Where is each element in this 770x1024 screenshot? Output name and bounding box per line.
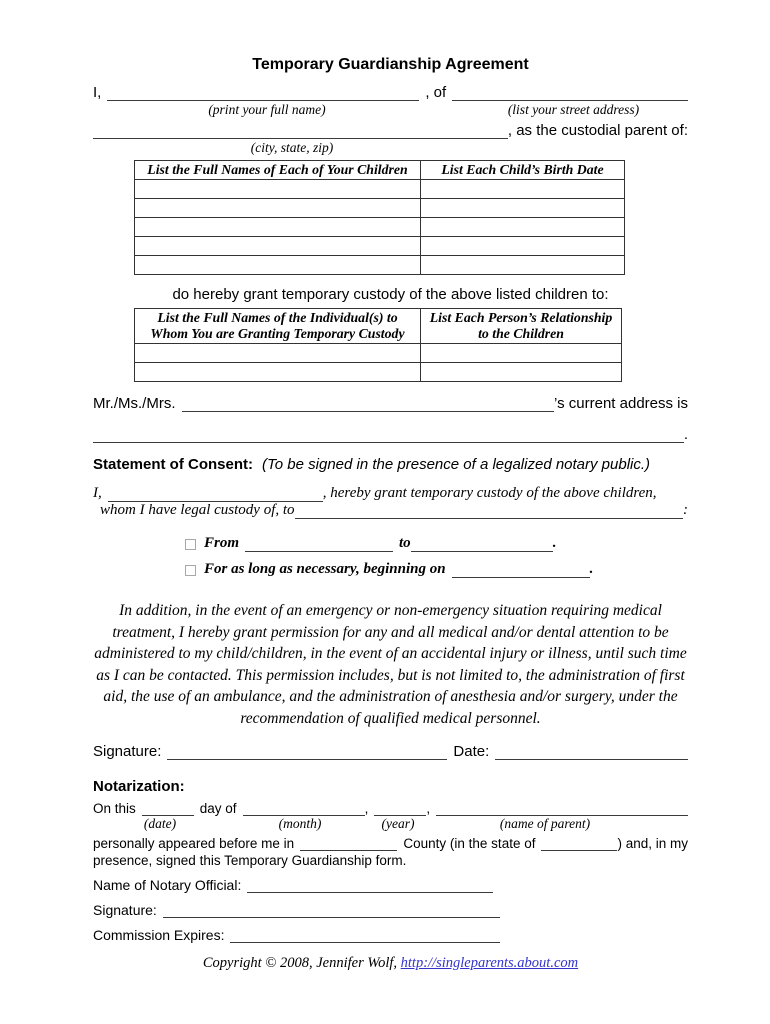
- from-period: .: [552, 535, 557, 551]
- day-of-label: day of: [199, 801, 237, 816]
- consent-heading: Statement of Consent:: [93, 456, 254, 473]
- intro-of-label: , of: [425, 84, 447, 101]
- date-hint: (date): [143, 816, 177, 831]
- intro-line-1: [93, 84, 688, 101]
- table-cell[interactable]: [421, 344, 622, 363]
- notary-comma-1: ,: [364, 801, 369, 816]
- open-period: .: [589, 561, 594, 577]
- consent-i-label: I,: [93, 485, 102, 501]
- children-birthdate-header: List Each Child’s Birth Date: [421, 161, 625, 180]
- address-period: .: [683, 426, 688, 443]
- full-name-hint: (print your full name): [208, 102, 326, 117]
- notary-name-blank[interactable]: [247, 878, 493, 893]
- page-title: Temporary Guardianship Agreement: [252, 56, 529, 73]
- table-row: [135, 180, 625, 199]
- date-label: Date:: [453, 743, 490, 760]
- footer-line: [93, 955, 688, 972]
- guardian-names-header: List the Full Names of the Individual(s) to Whom You are Granting Temporary Custody: [135, 309, 421, 344]
- table-row: [135, 344, 622, 363]
- table-cell[interactable]: [421, 256, 625, 275]
- table-cell[interactable]: [135, 180, 421, 199]
- custodial-parent-label: , as the custodial parent of:: [507, 122, 688, 139]
- notary-month-blank[interactable]: [243, 801, 365, 816]
- from-to-checkbox[interactable]: [185, 539, 196, 550]
- table-cell[interactable]: [421, 218, 625, 237]
- signature-date-blank[interactable]: [495, 745, 688, 760]
- consent-note: (To be signed in the presence of a legalized notary public.): [262, 456, 651, 473]
- table-row: [135, 363, 622, 382]
- table-row: [135, 218, 625, 237]
- notary-signature-label: Signature:: [93, 902, 157, 918]
- as-long-as-necessary-checkbox[interactable]: [185, 565, 196, 576]
- notary-date-line: [93, 801, 688, 816]
- consent-heading-line: [93, 456, 688, 473]
- as-long-as-necessary-label: For as long as necessary, beginning on: [204, 561, 446, 577]
- consent-colon: :: [683, 502, 688, 518]
- notary-name-label: Name of Notary Official:: [93, 877, 242, 893]
- table-cell[interactable]: [421, 363, 622, 382]
- state-blank[interactable]: [541, 836, 617, 851]
- signature-date-line: [93, 743, 688, 760]
- table-cell[interactable]: [135, 344, 421, 363]
- consent-custody-text: whom I have legal custody of, to: [100, 502, 295, 518]
- table-cell[interactable]: [135, 237, 421, 256]
- street-address-hint: (list your street address): [507, 102, 640, 117]
- month-hint: (month): [278, 816, 322, 831]
- from-date-blank[interactable]: [245, 537, 393, 552]
- copyright-text: Copyright © 2008, Jennifer Wolf,: [202, 955, 398, 971]
- guardians-table: [134, 308, 622, 382]
- honorific-label: Mr./Ms./Mrs.: [93, 395, 176, 412]
- and-in-my-text: ) and, in my: [617, 836, 688, 851]
- medical-permission-paragraph: In addition, in the event of an emergency or non-emergency situation requiring medical treatment, I hereby grant permission for any and all medical and/or dental attention to be administered to my child/children, in the event of an accidental injury or illness, until such time as I can be contacted. This permission includes, but is not limited to, the administration of first aid, the use of an ambulance, and the administration of anesthesia and/or surgery, under the recommendation of qualified medical personnel.: [94, 602, 687, 727]
- consent-guardian-name-blank[interactable]: [295, 504, 683, 519]
- table-cell[interactable]: [135, 199, 421, 218]
- intro-hints-1: [93, 102, 688, 118]
- duration-from-option: [185, 535, 688, 552]
- guardian-name-blank[interactable]: [182, 397, 555, 412]
- guardian-address-line: [93, 395, 688, 412]
- notary-day-blank[interactable]: [142, 801, 194, 816]
- table-row: [135, 256, 625, 275]
- guardians-table-header-row: [135, 309, 622, 344]
- consent-line-2: [100, 502, 688, 519]
- notary-parent-name-blank[interactable]: [436, 801, 688, 816]
- table-row: [135, 199, 625, 218]
- duration-open-option: [185, 561, 688, 578]
- consent-line-1: [93, 485, 688, 502]
- year-hint: (year): [381, 816, 415, 831]
- table-cell[interactable]: [421, 180, 625, 199]
- county-text: County (in the state of: [403, 836, 536, 851]
- parent-signature-blank[interactable]: [167, 745, 447, 760]
- table-cell[interactable]: [135, 218, 421, 237]
- guardian-address-blank[interactable]: [93, 428, 684, 443]
- city-state-zip-blank[interactable]: [93, 124, 508, 139]
- children-table-header-row: [135, 161, 625, 180]
- intro-i-label: I,: [93, 84, 102, 101]
- consent-grant-text: , hereby grant temporary custody of the above children,: [322, 485, 657, 501]
- guardian-address-blank-line: [93, 426, 688, 443]
- intro-hints-2: [93, 140, 688, 156]
- appeared-before-text: personally appeared before me in: [93, 836, 295, 851]
- consent-parent-name-blank[interactable]: [108, 487, 323, 502]
- commission-line: [93, 927, 500, 943]
- beginning-date-blank[interactable]: [452, 563, 590, 578]
- table-cell[interactable]: [135, 363, 421, 382]
- table-cell[interactable]: [421, 237, 625, 256]
- notary-date-hints: [93, 816, 688, 832]
- appeared-line: [93, 836, 688, 851]
- notary-signature-blank[interactable]: [163, 903, 500, 918]
- county-blank[interactable]: [300, 836, 397, 851]
- table-cell[interactable]: [421, 199, 625, 218]
- on-this-label: On this: [93, 801, 136, 816]
- to-label: to: [399, 535, 411, 551]
- commission-blank[interactable]: [230, 928, 500, 943]
- children-table: [134, 160, 625, 275]
- notarization-heading: Notarization:: [93, 778, 185, 795]
- to-date-blank[interactable]: [411, 537, 553, 552]
- notary-name-line: [93, 877, 493, 893]
- signature-label: Signature:: [93, 743, 162, 760]
- current-address-label: ’s current address is: [554, 395, 688, 412]
- full-name-blank[interactable]: [107, 86, 419, 101]
- intro-line-2: [93, 122, 688, 139]
- children-names-header: List the Full Names of Each of Your Children: [135, 161, 421, 180]
- grant-custody-line: do hereby grant temporary custody of the above listed children to:: [172, 286, 609, 303]
- street-address-blank[interactable]: [452, 86, 688, 101]
- parent-name-hint: (name of parent): [499, 816, 591, 831]
- city-state-zip-hint: (city, state, zip): [250, 140, 334, 155]
- table-cell[interactable]: [135, 256, 421, 275]
- notary-year-blank[interactable]: [374, 801, 426, 816]
- presence-line: presence, signed this Temporary Guardianship form.: [93, 853, 407, 868]
- commission-label: Commission Expires:: [93, 927, 225, 943]
- guardian-relationship-header: List Each Person’s Relationship to the Children: [421, 309, 622, 344]
- singleparents-link[interactable]: http://singleparents.about.com: [400, 955, 579, 971]
- notary-comma-2: ,: [426, 801, 431, 816]
- table-row: [135, 237, 625, 256]
- from-label: From: [204, 535, 240, 551]
- notary-signature-line: [93, 902, 500, 918]
